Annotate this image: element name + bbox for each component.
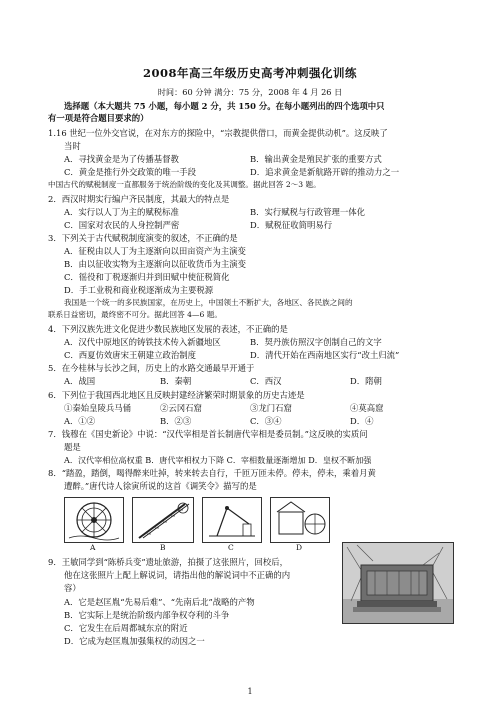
q1-option-d: D．追求黄金是新航路开辟的推动力之一	[250, 167, 400, 177]
q6-item-3: ③龙门石窟	[250, 403, 292, 413]
q6-option-b: B．②③	[160, 416, 192, 426]
q2-option-c: C．国家对农民的人身控制严密	[64, 220, 180, 230]
q6-option-d: D．④	[350, 416, 374, 426]
q1-option-a: A．寻找黄金是为了传播基督教	[64, 154, 179, 164]
q3-option-b: B．由以征收实物为主逐渐向以征收货币为主演变	[64, 259, 247, 269]
q7-options: A．汉代宰相位高权重 B．唐代宰相权力下降 C．宰相数量逐渐增加 D．皇权不断加强	[64, 455, 372, 465]
mill-drawing-icon	[271, 498, 329, 542]
q2-stem: 2．西汉时期实行编户齐民制度，其最大的特点是	[48, 194, 230, 204]
q1-stem-line-1: 1.16 世纪一位外交官说，在对东方的探险中，“宗教提供借口，而黄金提供动机”。这反映了	[48, 128, 388, 138]
q5-option-d: D．隋朝	[350, 376, 382, 386]
q6-option-a: A．①②	[64, 416, 96, 426]
q5-stem: 5．在今桂林与长沙之间，历史上的水路交通最早开通于	[48, 363, 255, 373]
q2-3-context-note: 中国古代的赋税制度一直都服务于统治阶级的变化及其调整。据此回答 2～3 题。	[48, 180, 321, 189]
exam-title: 2008年高三年级历史高考冲刺强化训练	[142, 66, 357, 80]
chain-pump-drawing-icon	[133, 498, 193, 542]
q2-option-b: B．实行赋税与行政管理一体化	[250, 207, 366, 217]
q9-stem-line-3: 容）	[64, 583, 81, 593]
q2-option-d: D．赋税征收简明易行	[250, 220, 333, 230]
monument-photo-icon	[343, 543, 453, 623]
q6-item-4: ④莫高窟	[350, 403, 384, 413]
treadle-tool-drawing-icon	[203, 498, 261, 542]
q8-figure-c-label: C	[228, 543, 234, 552]
q1-stem-line-2: 当时	[64, 141, 81, 151]
q6-stem: 6．下列位于我国西北地区且反映封建经济繁荣时期景象的历史古迹是	[48, 390, 305, 400]
q7-stem-line-2: 题是	[64, 442, 81, 452]
q9-option-a: A．它是赵匡胤“先易后难”、“先南后北”战略的产物	[64, 597, 255, 607]
q4-stem: 4．下列汉族先进文化促进少数民族地区发展的表述，不正确的是	[48, 324, 288, 334]
q4-option-b: B．契丹族仿照汉字创制自己的文字	[250, 337, 382, 347]
q9-photo	[342, 542, 454, 624]
q8-stem-line-2: 遭醉。”唐代诗人徐寅所说的这首《调笑令》描写的是	[64, 481, 257, 491]
waterwheel-drawing-icon	[65, 498, 123, 542]
q5-option-b: B．秦朝	[160, 376, 192, 386]
q9-option-c: C．它发生在后周都城东京的附近	[64, 623, 188, 633]
q3-option-c: C．徭役和丁税逐渐归并到田赋中使征税简化	[64, 272, 230, 282]
q4-option-a: A．汉代中原地区的铸铁技术传入新疆地区	[64, 337, 221, 347]
q6-option-c: C．③④	[250, 416, 282, 426]
q3-stem: 3．下列关于古代赋税制度演变的叙述，不正确的是	[48, 233, 238, 243]
q8-figure-d-label: D	[296, 543, 303, 552]
q9-option-d: D．它成为赵匡胤加强集权的动因之一	[64, 636, 205, 646]
q8-figure-b	[132, 497, 194, 543]
q4-6-context-line-2: 联系日益密切，最终密不可分。据此回答 4—6 题。	[48, 310, 222, 319]
q8-figure-a	[64, 497, 124, 543]
q7-stem-line-1: 7．钱穆在《国史新论》中说：“汉代宰相是首长制唐代宰相是委员制。”这反映的实质问	[48, 429, 368, 439]
q9-stem-line-2: 他在这张照片上配上解说词，请指出他的解说词中不正确的内	[64, 570, 291, 580]
q3-option-a: A．征税由以人丁为主逐渐向以田亩资产为主演变	[64, 246, 246, 256]
q8-figure-d	[270, 497, 330, 543]
q4-6-context-line-1: 我国是一个统一的多民族国家，在历史上，中国领土不断扩大，各地区、各民族之间的	[64, 298, 353, 307]
q5-option-c: C．西汉	[250, 376, 282, 386]
q8-figure-a-label: A	[90, 543, 96, 552]
q2-option-a: A．实行以人丁为主的赋税标准	[64, 207, 179, 217]
q6-item-1: ①秦始皇陵兵马俑	[64, 403, 131, 413]
q8-figure-c	[202, 497, 262, 543]
q1-option-b: B．输出黄金是殖民扩张的重要方式	[250, 154, 382, 164]
q4-option-d: D．清代开始在西南地区实行“改土归流”	[250, 350, 400, 360]
q6-item-2: ②云冈石窟	[160, 403, 202, 413]
q3-option-d: D．手工业税和商业税逐渐成为主要税源	[64, 285, 214, 295]
q1-option-c: C．黄金是推行外交政策的唯一手段	[64, 167, 197, 177]
instructions-line-1: 选择题（本大题共 75 小题，每小题 2 分，共 150 分。在每小题列出的四个选项中只	[64, 101, 385, 111]
exam-meta: 时间：60 分钟 满分：75 分，2008 年 4 月 26 日	[157, 87, 343, 97]
q9-option-b: B．它实际上是统治阶级内部争权夺利的斗争	[64, 610, 230, 620]
page-number: 1	[247, 687, 253, 696]
q8-figure-b-label: B	[160, 543, 166, 552]
q9-stem-line-1: 9．王敏同学到“陈桥兵变”遗址旅游，拍摄了这张照片，回校后，	[48, 557, 289, 567]
q8-stem-line-1: 8．“踏盈，踏倒，喝得醉来吐掉，转来转去自行，千匝万匝未停。停未，停未，乘着月黄	[48, 468, 376, 478]
instructions-line-2: 有一项是符合题目要求的）	[48, 113, 149, 123]
q4-option-c: C．西夏仿效唐宋王朝建立政治制度	[64, 350, 197, 360]
q5-option-a: A．战国	[64, 376, 96, 386]
